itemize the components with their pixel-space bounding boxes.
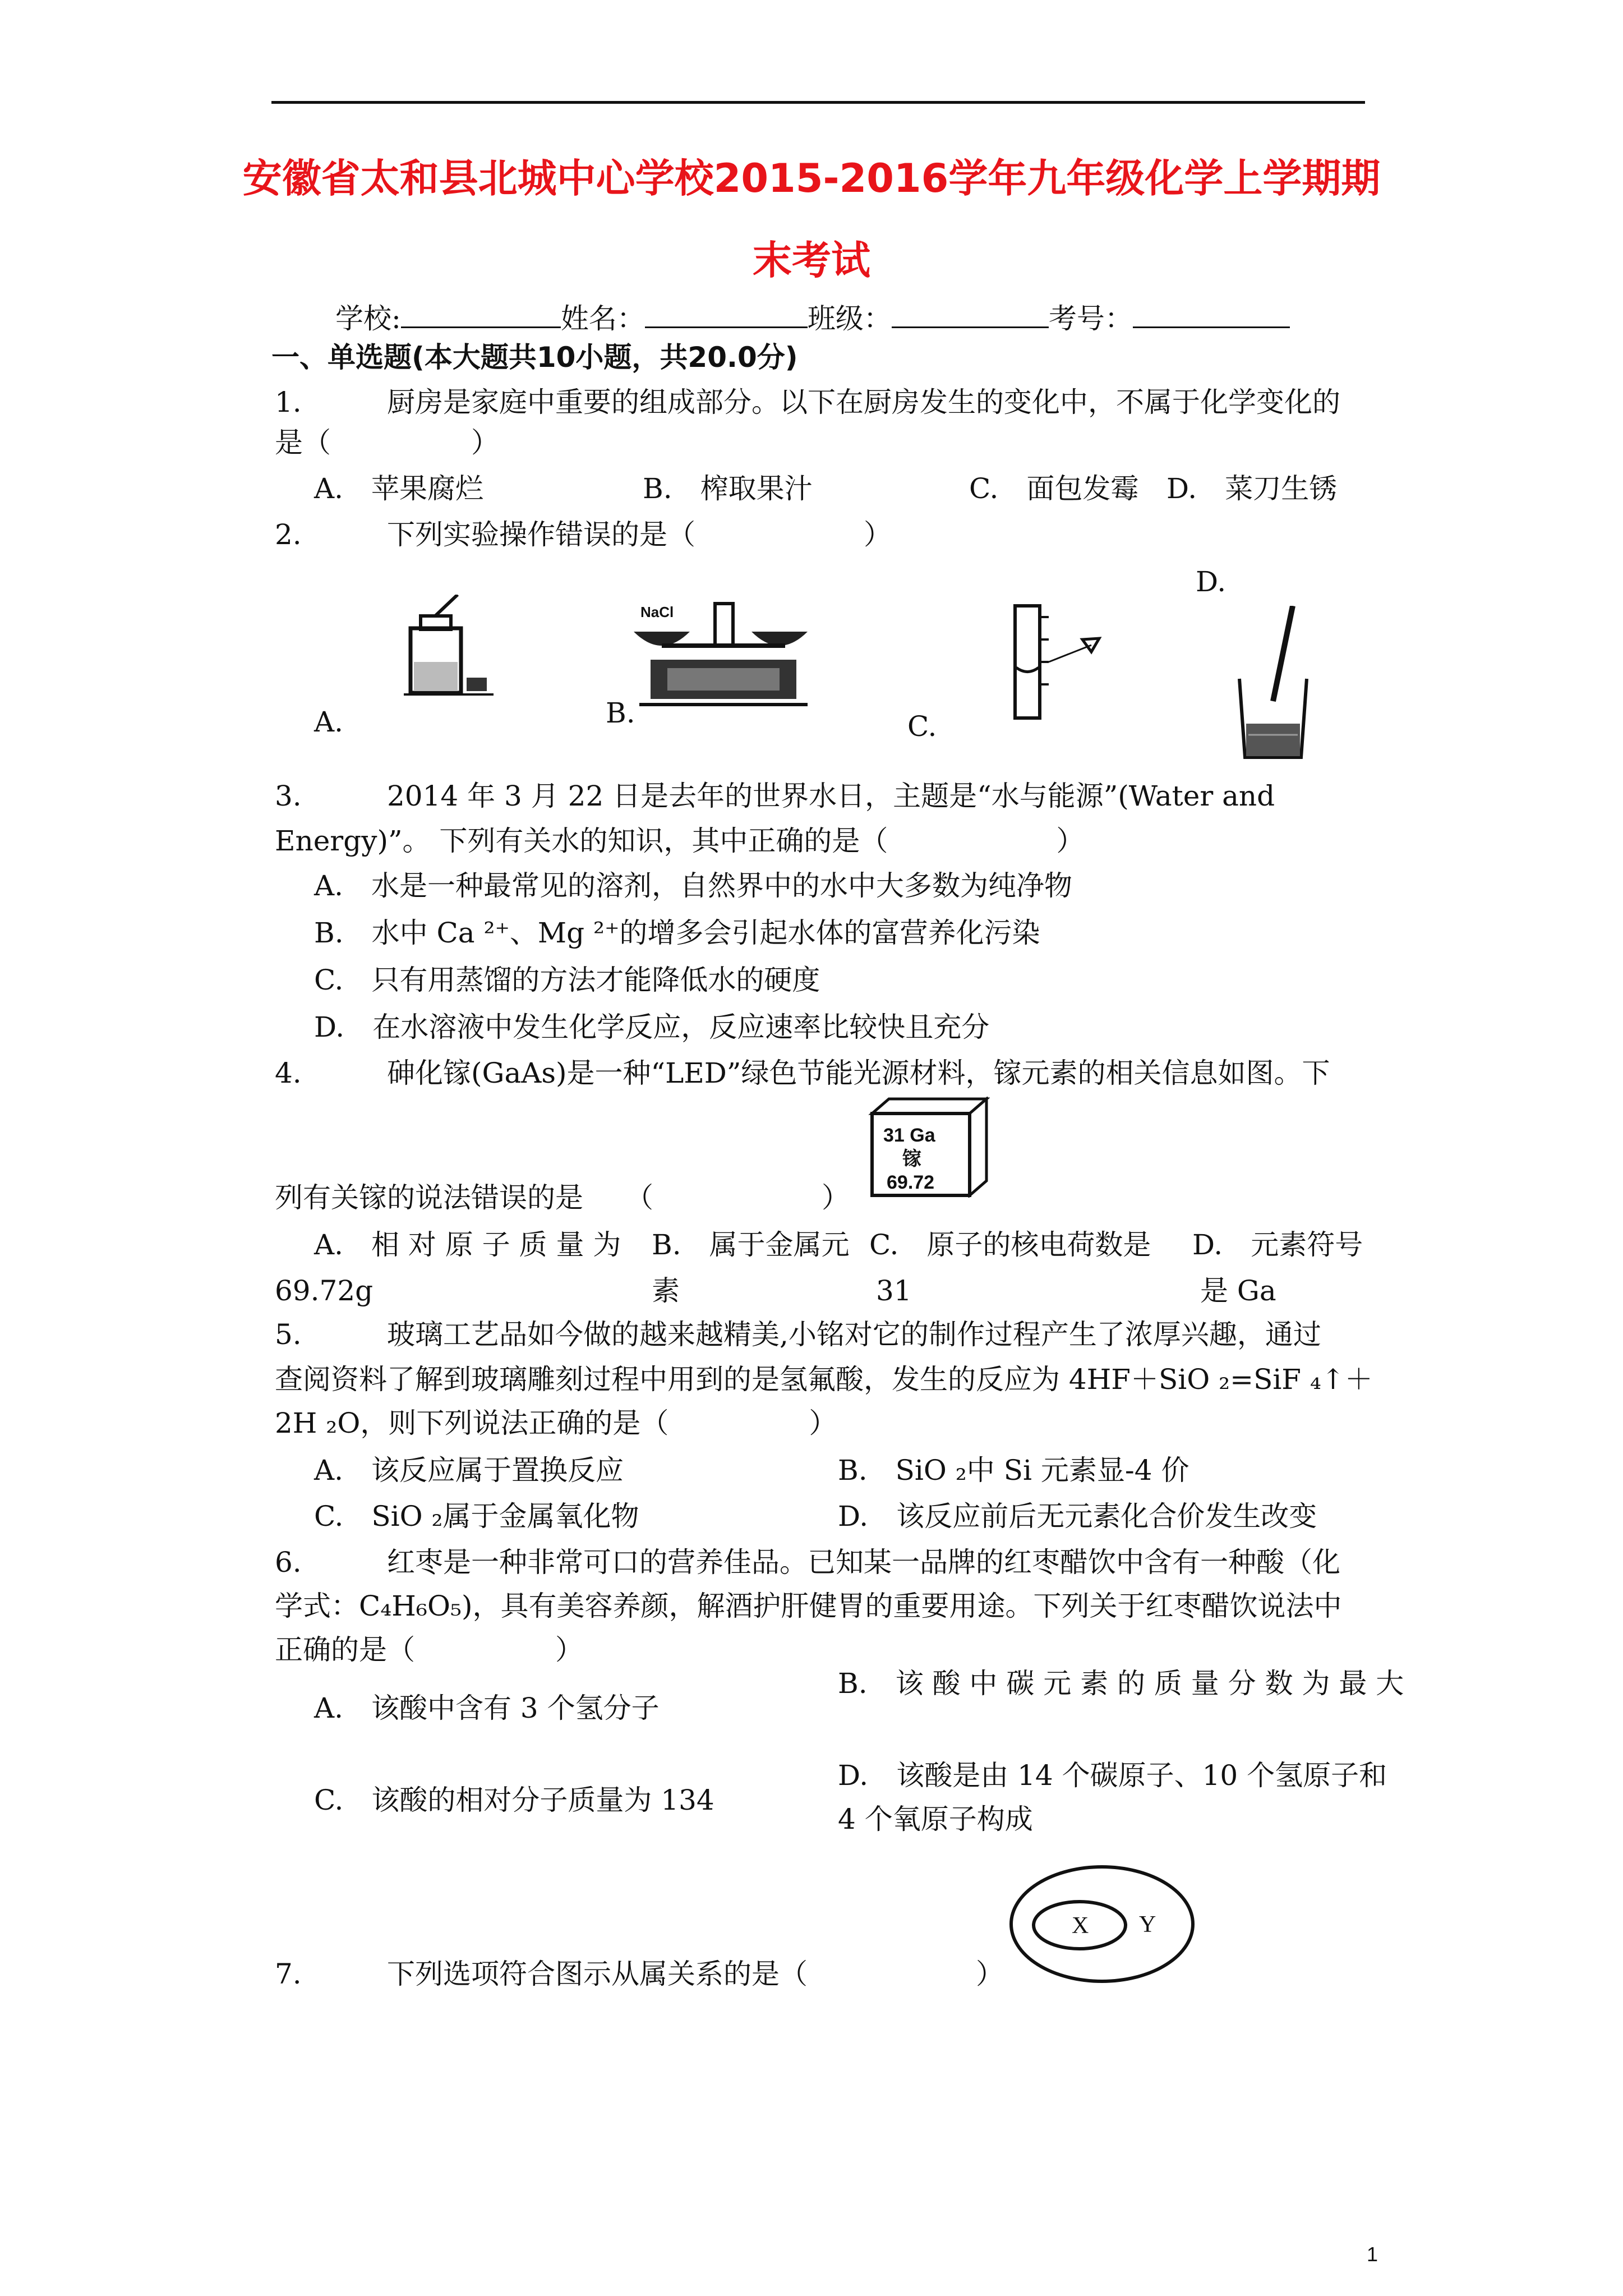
page-title-cont: 末考试 <box>753 237 870 283</box>
q6-option-d[interactable]: D. 该酸是由 14 个碳原子、10 个氢原子和 <box>838 1759 1387 1792</box>
q5-option-c[interactable]: C. SiO ₂属于金属氧化物 <box>314 1500 639 1533</box>
q4-option-c-cont: 31 <box>876 1274 912 1307</box>
q4-number: 4. <box>275 1057 302 1089</box>
q4-stem-cont: 列有关镓的说法错误的是 （ ） <box>275 1181 850 1214</box>
q2-label-d[interactable]: D. <box>1196 565 1227 598</box>
q3-option-d[interactable]: D. 在水溶液中发生化学反应，反应速率比较快且充分 <box>314 1011 990 1043</box>
q3-option-b[interactable]: B. 水中 Ca ²⁺、Mg ²⁺的增多会引起水体的富营养化污染 <box>314 917 1040 949</box>
q7-number: 7. <box>275 1958 302 1990</box>
q6-option-d-cont: 4 个氧原子构成 <box>838 1803 1033 1835</box>
q1-option-d[interactable]: D. 菜刀生锈 <box>1166 472 1338 505</box>
q4-option-a-cont: 69.72g <box>275 1274 374 1307</box>
q4-stem: 砷化镓(GaAs)是一种“LED”绿色节能光源材料，镓元素的相关信息如图。下 <box>387 1057 1330 1089</box>
q5-stem: 玻璃工艺品如今做的越来越精美,小铭对它的制作过程产生了浓厚兴趣，通过 <box>387 1318 1321 1351</box>
q4-option-d[interactable]: D. 元素符号 <box>1192 1228 1363 1261</box>
atomic-number-symbol: 31 Ga <box>883 1125 935 1146</box>
header-rule <box>271 101 1365 104</box>
q5-stem-cont2: 2H ₂O，则下列说法正确的是（ ） <box>275 1407 837 1439</box>
q2-label-c[interactable]: C. <box>907 710 937 743</box>
beaker-stirring-image <box>1228 606 1318 763</box>
q1-option-c[interactable]: C. 面包发霉 <box>969 472 1139 505</box>
class-blank[interactable] <box>892 302 1049 328</box>
q5-stem-cont: 查阅资料了解到玻璃雕刻过程中用到的是氢氟酸，发生的反应为 4HF＋SiO ₂=SiF ₄↑＋ <box>275 1363 1373 1396</box>
gallium-element-box <box>866 1097 990 1198</box>
exam-no-blank[interactable] <box>1133 302 1290 328</box>
q2-number: 2. <box>275 518 302 551</box>
school-blank[interactable] <box>401 302 561 328</box>
q6-stem-cont2: 正确的是（ ） <box>275 1634 583 1666</box>
q5-option-d[interactable]: D. 该反应前后无元素化合价发生改变 <box>838 1500 1317 1533</box>
q1-option-b[interactable]: B. 榨取果汁 <box>643 472 813 505</box>
venn-y-label: Y <box>1139 1912 1156 1938</box>
q6-option-a[interactable]: A. 该酸中含有 3 个氢分子 <box>314 1692 660 1724</box>
q1-option-a[interactable]: A. 苹果腐烂 <box>314 472 484 505</box>
venn-x-label: X <box>1072 1913 1089 1939</box>
q1-stem-cont: 是（ ） <box>275 426 499 459</box>
reagent-bottle-image <box>404 595 494 701</box>
nacl-label: NaCl <box>640 604 674 620</box>
school-label: 学校: <box>335 302 401 335</box>
page-number: 1 <box>1367 2243 1378 2266</box>
q5-option-b[interactable]: B. SiO ₂中 Si 元素显-4 价 <box>838 1454 1189 1487</box>
q6-stem: 红枣是一种非常可口的营养佳品。已知某一品牌的红枣醋饮中含有一种酸（化 <box>387 1546 1340 1579</box>
q3-option-a[interactable]: A. 水是一种最常见的溶剂，自然界中的水中大多数为纯净物 <box>314 869 1073 902</box>
q6-option-b[interactable]: B. 该 酸 中 碳 元 素 的 质 量 分 数 为 最 大 <box>838 1667 1404 1700</box>
name-label: 姓名： <box>560 302 645 335</box>
q4-option-d-cont: 是 Ga <box>1200 1274 1276 1307</box>
section-heading: 一、单选题(本大题共10小题，共20.0分) <box>271 341 798 374</box>
q3-number: 3. <box>275 780 302 812</box>
atomic-mass: 69.72 <box>887 1172 935 1193</box>
graduated-cylinder-image <box>1009 595 1122 724</box>
page-title: 安徽省太和县北城中心学校2015-2016学年九年级化学上学期期 <box>242 155 1381 201</box>
class-label: 班级： <box>807 302 892 335</box>
element-name: 镓 <box>902 1148 921 1170</box>
q2-label-b[interactable]: B. <box>606 697 635 729</box>
q5-number: 5. <box>275 1318 302 1351</box>
q4-option-b[interactable]: B. 属于金属元 <box>652 1228 850 1261</box>
q3-option-c[interactable]: C. 只有用蒸馏的方法才能降低水的硬度 <box>314 964 820 996</box>
q1-stem: 厨房是家庭中重要的组成部分。以下在厨房发生的变化中，不属于化学变化的 <box>387 386 1340 418</box>
balance-image <box>628 598 819 710</box>
name-blank[interactable] <box>645 302 808 328</box>
q4-option-a[interactable]: A. 相 对 原 子 质 量 为 <box>314 1228 621 1261</box>
q1-number: 1. <box>275 386 302 418</box>
exam-no-label: 考号： <box>1048 302 1133 335</box>
q6-option-c[interactable]: C. 该酸的相对分子质量为 134 <box>314 1784 714 1816</box>
q2-stem: 下列实验操作错误的是（ ） <box>387 518 892 551</box>
q4-option-b-cont: 素 <box>652 1274 680 1307</box>
q6-number: 6. <box>275 1546 302 1579</box>
venn-diagram <box>1007 1862 1197 1986</box>
q6-stem-cont: 学式：C₄H₆O₅)，具有美容养颜，解酒护肝健胃的重要用途。下列关于红枣醋饮说法中 <box>275 1590 1342 1622</box>
q7-stem: 下列选项符合图示从属关系的是（ ） <box>387 1958 1004 1990</box>
q3-stem-cont: Energy)”。 下列有关水的知识，其中正确的是（ ） <box>275 825 1085 857</box>
q3-stem: 2014 年 3 月 22 日是去年的世界水日，主题是“水与能源”(Water and <box>387 780 1275 812</box>
q2-label-a[interactable]: A. <box>314 706 344 738</box>
q5-option-a[interactable]: A. 该反应属于置换反应 <box>314 1454 624 1487</box>
school-field <box>335 302 1290 333</box>
q4-option-c[interactable]: C. 原子的核电荷数是 <box>869 1228 1151 1261</box>
